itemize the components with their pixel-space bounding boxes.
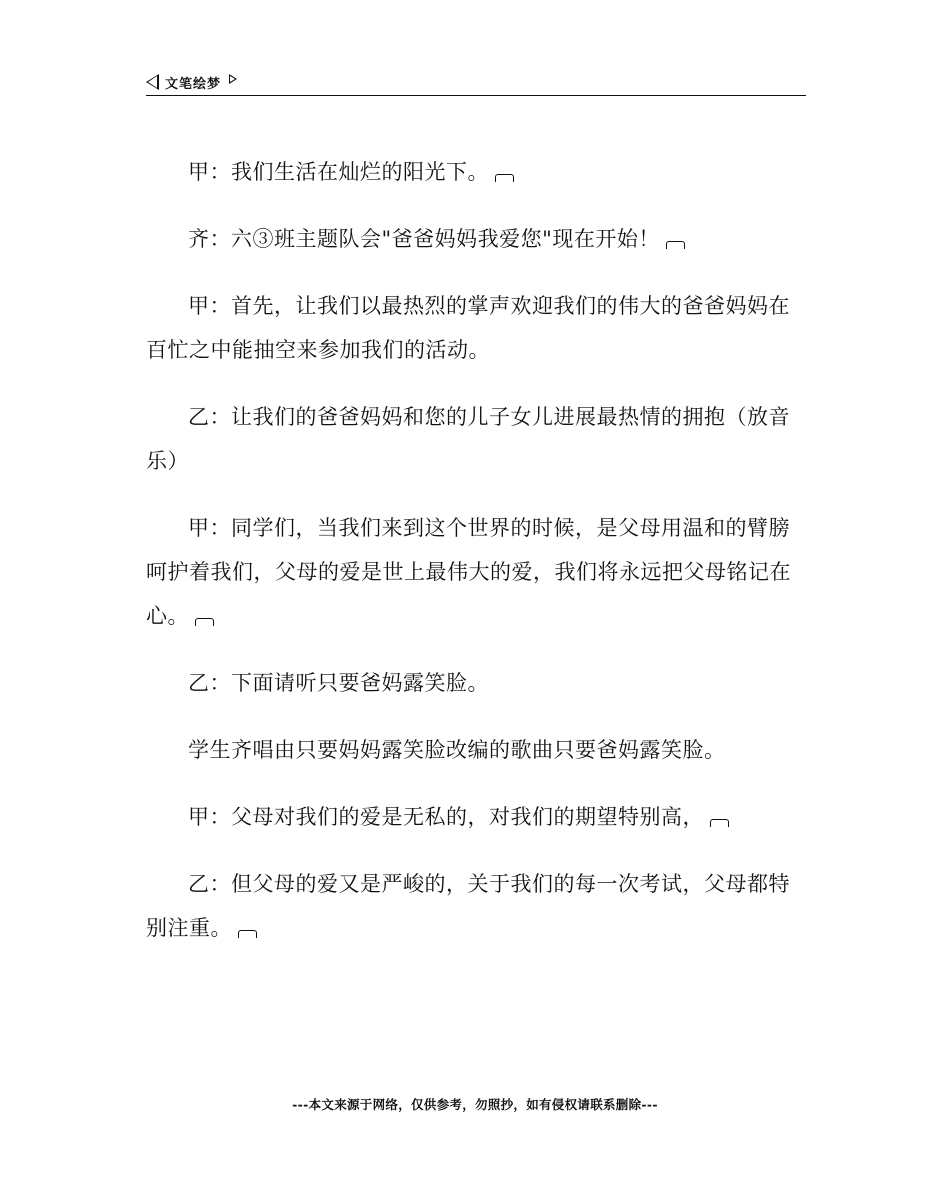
document-body: [146, 150, 806, 973]
paragraph-text: 乙：让我们的爸爸妈妈和您的儿子女儿进展最热情的拥抱（放音乐）: [146, 405, 790, 473]
paragraph-6: [146, 661, 806, 705]
paragraph-text: 甲：我们生活在灿烂的阳光下。: [188, 160, 489, 184]
paragraph-text: 甲：父母对我们的爱是无私的，对我们的期望特别高，: [188, 805, 704, 829]
header-divider: [146, 95, 806, 96]
paragraph-9: [146, 862, 806, 950]
paragraph-text: 乙：下面请听只要爸妈露笑脸。: [188, 671, 489, 695]
paragraph-text: 齐：六③班主题队会"爸爸妈妈我爱您"现在开始！: [188, 227, 660, 251]
paragraph-end-mark-icon: [238, 930, 257, 938]
paragraph-end-mark-icon: [195, 618, 214, 626]
paragraph-3: [146, 284, 806, 372]
page-footer: ---本文来源于网络，仅供参考，勿照抄，如有侵权请联系删除---: [292, 1097, 658, 1112]
paragraph-8: [146, 795, 806, 839]
paragraph-7: [146, 728, 806, 772]
triangle-right-outline-icon: [229, 74, 237, 84]
paragraph-2: [146, 217, 806, 261]
header-title: 文笔绘梦: [165, 76, 222, 92]
paragraph-text: 学生齐唱由只要妈妈露笑脸改编的歌曲只要爸妈露笑脸。: [188, 738, 726, 762]
paragraph-1: [146, 150, 806, 194]
paragraph-text: 甲：首先，让我们以最热烈的掌声欢迎我们的伟大的爸爸妈妈在百忙之中能抽空来参加我们的活动。: [146, 294, 790, 362]
paragraph-text: 甲：同学们，当我们来到这个世界的时候，是父母用温和的臂膀呵护着我们，父母的爱是世上最伟大的爱，我们将永远把父母铭记在心。: [146, 516, 791, 628]
paragraph-end-mark-icon: [666, 241, 685, 249]
paragraph-5: [146, 506, 806, 638]
triangle-left-outline-icon: [146, 74, 159, 90]
paragraph-end-mark-icon: [710, 819, 729, 827]
page-header: [146, 70, 806, 94]
paragraph-4: [146, 395, 806, 483]
paragraph-text: 乙：但父母的爱又是严峻的，关于我们的每一次考试，父母都特别注重。: [146, 872, 790, 940]
paragraph-end-mark-icon: [495, 174, 514, 182]
